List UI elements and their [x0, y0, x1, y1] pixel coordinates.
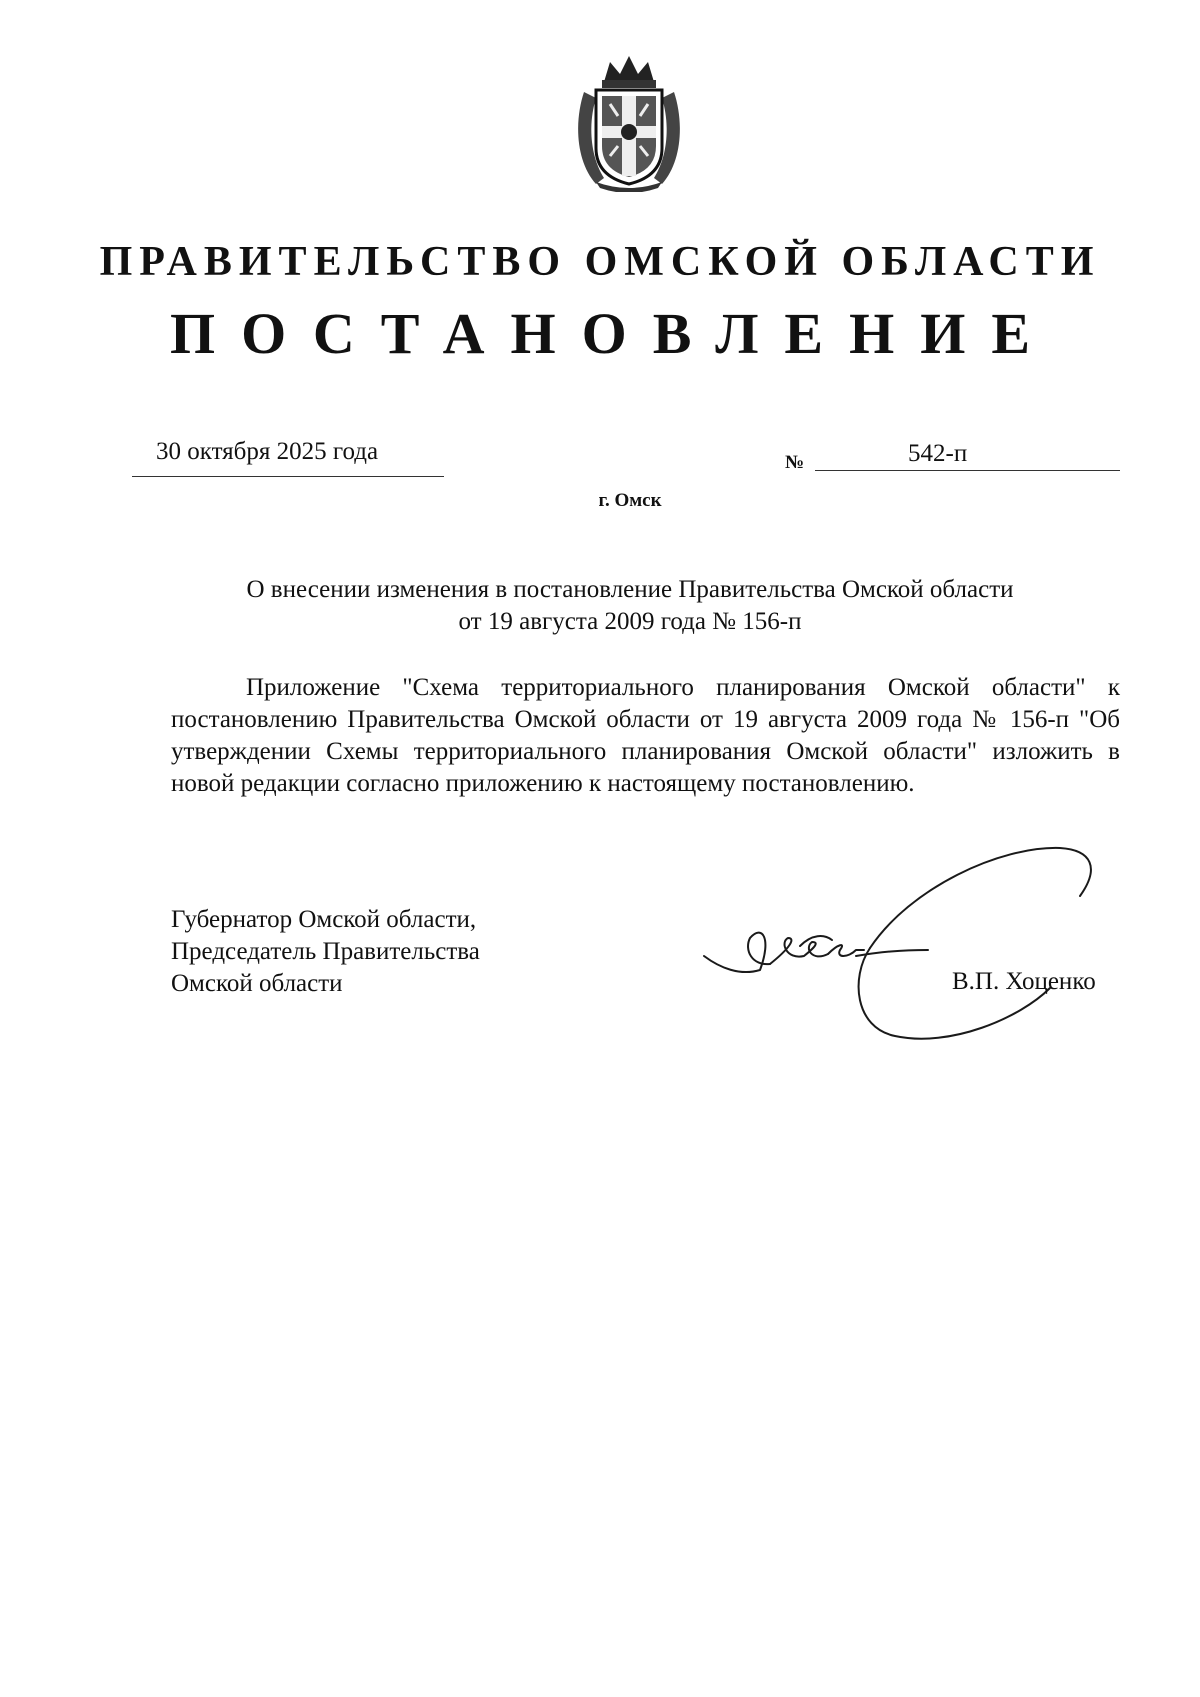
signer-name: В.П. Хоценко	[952, 968, 1096, 995]
title-line: от 19 августа 2009 года № 156-п	[458, 608, 802, 635]
title-line: О внесении изменения в постановление Правительства Омской области	[246, 576, 1014, 603]
document-body	[171, 672, 1120, 800]
number-field	[815, 440, 1120, 471]
document-date: 30 октября 2025 года	[156, 438, 379, 465]
handwritten-signature	[700, 838, 1120, 1060]
document-title	[170, 574, 1090, 638]
position-line: Омской области	[171, 970, 343, 997]
number-label: №	[785, 452, 805, 473]
body-paragraph: Приложение "Схема территориального планирования Омской области" к постановлению Правительства Омской области от 19 августа 2009 года № 156-п "Об утверждении Схемы территориального планирования Омской области" изложить в новой редакции согласно приложению к настоящему постановлению.	[171, 674, 1120, 797]
position-line: Председатель Правительства	[171, 938, 480, 965]
signatory-position	[171, 904, 480, 1000]
coat-of-arms-icon	[570, 52, 688, 192]
city-name: г. Омск	[598, 490, 662, 511]
date-field	[132, 438, 444, 477]
organization-name: ПРАВИТЕЛЬСТВО ОМСКОЙ ОБЛАСТИ	[99, 239, 1101, 285]
document-number: 542-п	[908, 440, 968, 467]
document-type: ПОСТАНОВЛЕНИЕ	[169, 301, 1057, 366]
position-line: Губернатор Омской области,	[171, 906, 477, 933]
